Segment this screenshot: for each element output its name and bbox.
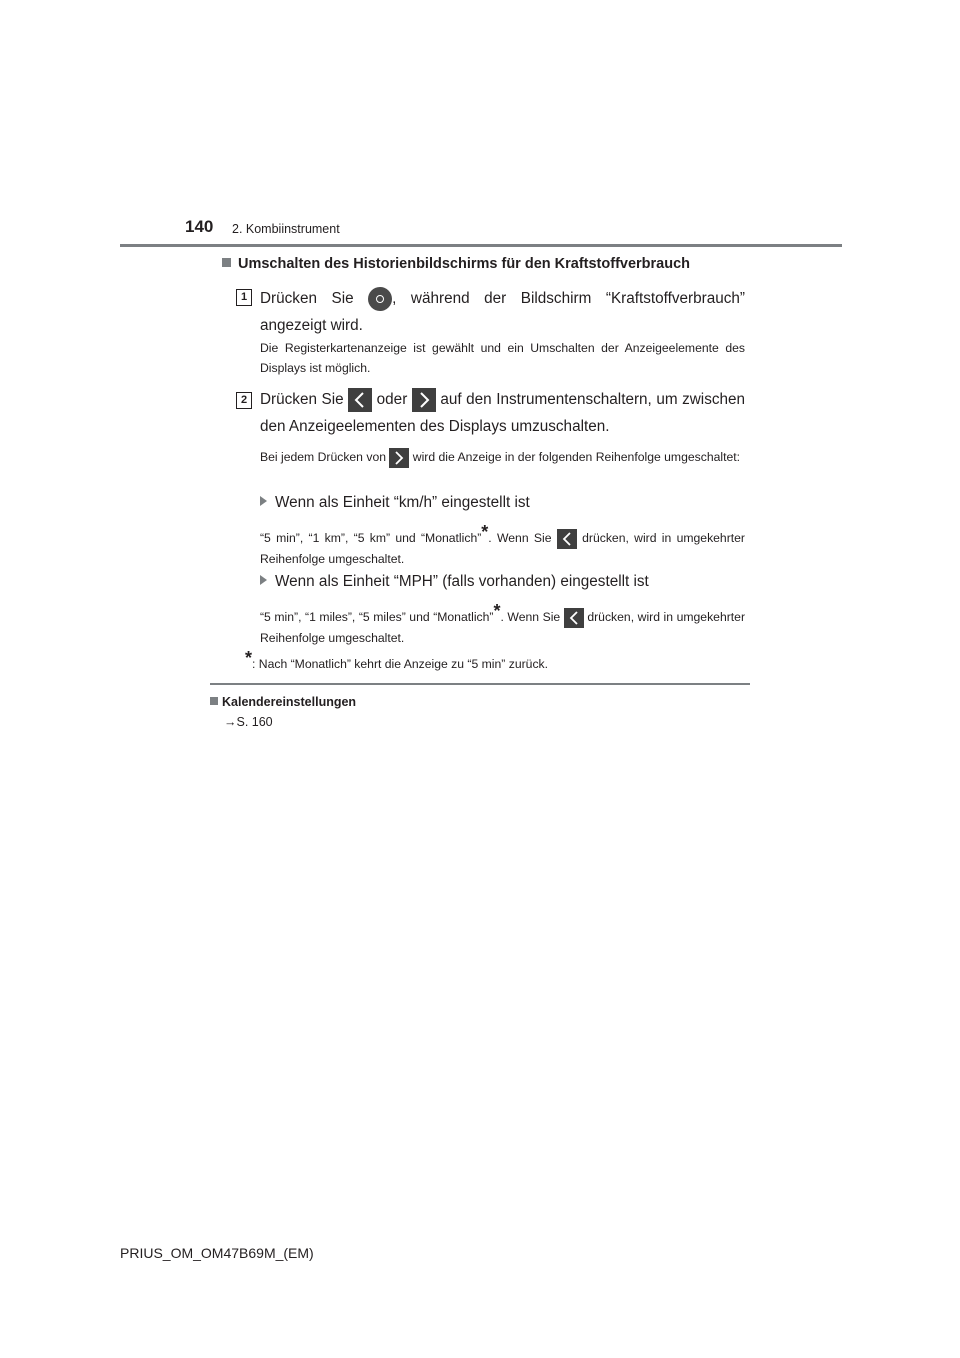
calendar-title-text: Kalendereinstellungen	[222, 695, 357, 709]
step2-note-after: wird die Anzeige in der folgenden Reihenfolge umgeschaltet:	[412, 450, 741, 464]
step-number-1: 1	[236, 289, 252, 306]
step1-text	[260, 285, 745, 339]
chevron-right-icon	[389, 448, 409, 468]
chevron-left-icon	[557, 529, 577, 549]
round-button-icon	[368, 287, 392, 311]
square-bullet-icon	[222, 258, 231, 267]
chapter-title: 2. Kombiinstrument	[232, 222, 340, 236]
mph-text-after: drücken, wird in umgekehrter Reihenfolge umgeschaltet.	[260, 610, 746, 645]
triangle-bullet-icon	[260, 496, 267, 506]
step-number-2: 2	[236, 392, 252, 409]
mph-heading-text: Wenn als Einheit “MPH” (falls vorhanden) eingestellt ist	[275, 573, 649, 590]
square-bullet-icon	[210, 697, 218, 705]
kmh-text-mid: . Wenn Sie	[488, 531, 552, 545]
mph-text-mid: . Wenn Sie	[500, 610, 561, 624]
step2-text-a: Drücken Sie	[260, 391, 344, 408]
step2-note-before: Bei jedem Drücken von	[260, 450, 386, 464]
mph-text-before: “5 min”, “1 miles”, “5 miles” und “Monatlich”	[260, 610, 494, 624]
section-title-text: Umschalten des Historienbildschirms für den Kraftstoffverbrauch	[238, 256, 691, 272]
calendar-title	[210, 695, 356, 709]
section-divider	[210, 683, 750, 685]
footnote-text: : Nach “Monatlich” kehrt die Anzeige zu “5 min” zurück.	[252, 657, 549, 671]
step2-text	[260, 386, 745, 440]
kmh-text-after: drücken, wird in umgekehrter Reihenfolge umgeschaltet.	[260, 531, 745, 566]
footnote-star: *	[245, 648, 253, 668]
footnote-star: *	[481, 522, 489, 542]
footnote	[245, 648, 548, 671]
header-divider	[120, 244, 842, 247]
page-number: 140	[185, 217, 214, 236]
chevron-left-icon	[348, 388, 372, 412]
step1-text-before: Drücken Sie	[260, 290, 354, 307]
kmh-text	[260, 522, 745, 569]
step1-text-after: , während der Bildschirm “Kraftstoffverbrauch” angezeigt wird.	[260, 290, 745, 334]
mph-heading	[260, 573, 649, 591]
chevron-left-icon	[564, 608, 584, 628]
kmh-text-before: “5 min”, “1 km”, “5 km” und “Monatlich”	[260, 531, 482, 545]
section-title	[222, 256, 690, 272]
kmh-heading-text: Wenn als Einheit “km/h” eingestellt ist	[275, 494, 530, 511]
step2-text-b: oder	[376, 391, 408, 408]
step2-note	[260, 447, 745, 468]
kmh-heading	[260, 494, 530, 512]
calendar-page-ref[interactable]: →S. 160	[224, 715, 273, 729]
step1-note: Die Registerkartenanzeige ist gewählt und ein Umschalten der Anzeigeelemente des Displays ist möglich.	[260, 341, 745, 375]
document-id: PRIUS_OM_OM47B69M_(EM)	[120, 1245, 314, 1261]
mph-text	[260, 601, 745, 648]
triangle-bullet-icon	[260, 575, 267, 585]
chevron-right-icon	[412, 388, 436, 412]
footnote-star: *	[493, 601, 501, 621]
step2-text-c: auf den Instrumentenschaltern, um zwischen den Anzeigeelementen des Displays umzuschalten.	[260, 391, 746, 435]
